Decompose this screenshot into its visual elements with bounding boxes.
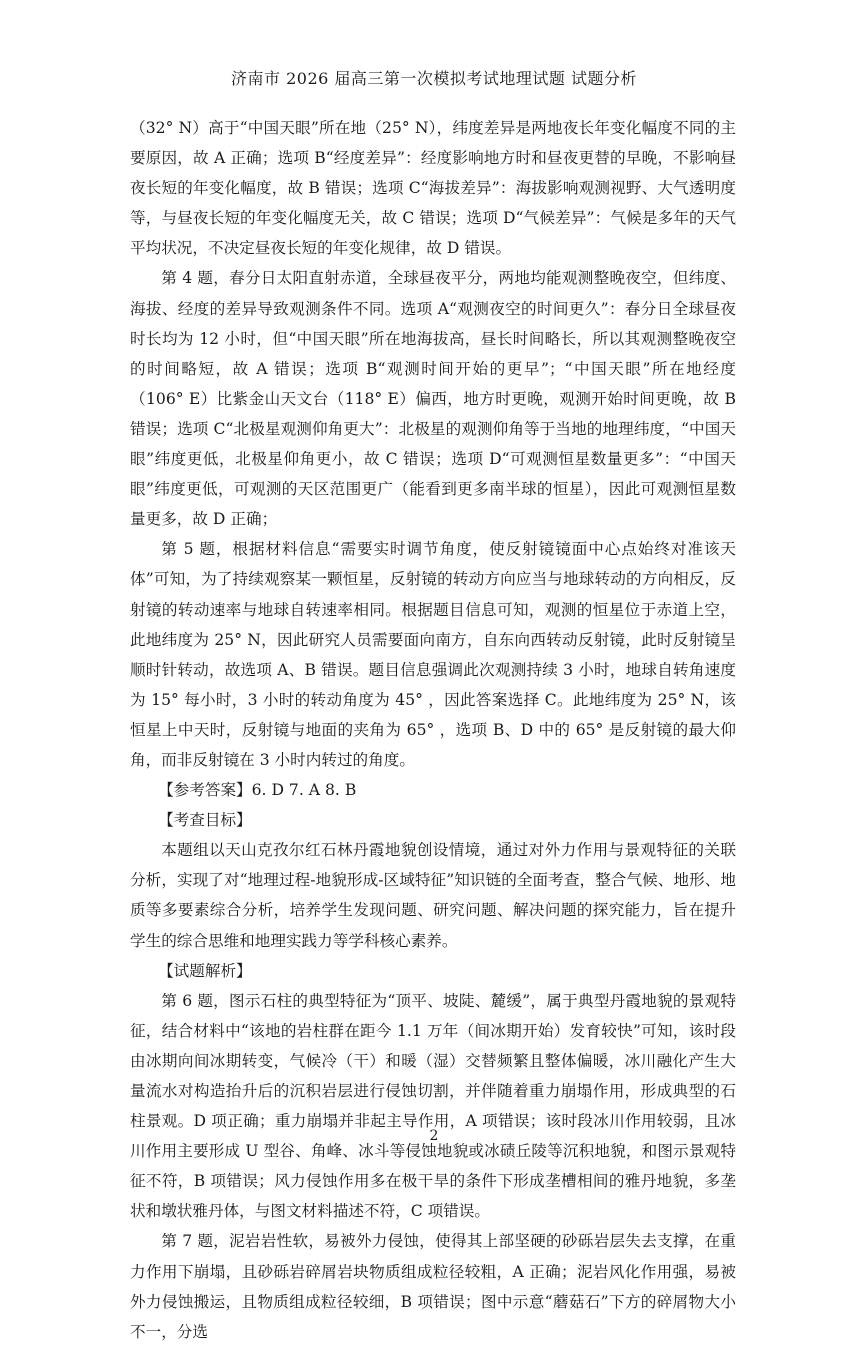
paragraph-q3-continuation: （32° N）高于“中国天眼”所在地（25° N），纬度差异是两地夜长年变化幅度不同的主要原因，故 A 正确；选项 B“经度差异”：经度影响地方时和昼夜更替的早晚，不影响昼夜长短的年变化幅度，故 B 错误；选项 C“海拔差异”：海拔影响观测视野、大气透明度等，与昼夜长短的年变化幅度无关，故 C 错误；选项 D“气候差异”：气候是多年的天气平均状况，不决定昼夜长短的年变化规律，故 D 错误。: [130, 119, 736, 258]
reference-answer-label: 【参考答案】6. D 7. A 8. B: [158, 781, 357, 800]
paragraph-q4-analysis: 第 4 题，春分日太阳直射赤道，全球昼夜平分，两地均能观测整晚夜空，但纬度、海拔、经度的差异导致观测条件不同。选项 A“观测夜空的时间更久”：春分日全球昼夜时长均为 12 小时，但“中国天眼”所在地海拔高，昼长时间略长，所以其观测整晚夜空的时间略短，故 A 错误；选项 B“观测时间开始的更早”；“中国天眼”所在地经度（106° E）比紫金山天文台（118° E）偏西，地方时更晚，观测开始时间更晚，故 B 错误；选项 C“北极星观测仰角更大”：北极星的观测仰角等于当地的地理纬度，“中国天眼”纬度更低，北极星仰角更小，故 C 错误；选项 D“可观测恒星数量更多”：“中国天眼”纬度更低，可观测的天区范围更广（能看到更多南半球的恒星），因此可观测恒星数量更多，故 D 正确；: [130, 269, 736, 529]
document-body: [130, 113, 736, 1347]
exam-objective-heading: 【考查目标】: [158, 811, 252, 830]
paragraph-q6-analysis: 第 6 题，图示石柱的典型特征为“顶平、坡陡、麓缓”，属于典型丹霞地貌的景观特征，结合材料中“该地的岩柱群在距今 1.1 万年（间冰期开始）发育较快”可知，该时段由冰期向间冰期转变，气候冷（干）和暖（湿）交替频繁且整体偏暖，冰川融化产生大量流水对构造抬升后的沉积岩层进行侵蚀切割，并伴随着重力崩塌作用，形成典型的石柱景观。D 项正确；重力崩塌并非起主导作用，A 项错误；该时段冰川作用较弱，且冰川作用主要形成 U 型谷、角峰、冰斗等侵蚀地貌或冰碛丘陵等沉积地貌，和图示景观特征不符，B 项错误；风力侵蚀作用多在极干旱的条件下形成垄槽相间的雅丹地貌，多垄状和墩状雅丹体，与图文材料描述不符，C 项错误。: [130, 991, 736, 1221]
paragraph-q7-analysis: 第 7 题，泥岩岩性软，易被外力侵蚀，使得其上部坚硬的砂砾岩层失去支撑，在重力作用下崩塌，且砂砾岩碎屑岩块物质组成粒径较粗，A 正确；泥岩风化作用强，易被外力侵蚀搬运，且物质组成粒径较细，B 项错误；图中示意“蘑菇石”下方的碎屑物大小不一，分选: [130, 1232, 736, 1341]
page-number: 2: [429, 1128, 439, 1144]
paragraph-exam-objective: 本题组以天山克孜尔红石林丹霞地貌创设情境，通过对外力作用与景观特征的关联分析，实现了对“地理过程-地貌形成-区域特征”知识链的全面考查，整合气候、地形、地质等多要素综合分析，培养学生发现问题、研究问题、解决问题的探究能力，旨在提升学生的综合思维和地理实践力等学科核心素养。: [130, 841, 736, 950]
analysis-heading: 【试题解析】: [158, 961, 252, 980]
paragraph-q5-analysis: 第 5 题，根据材料信息“需要实时调节角度，使反射镜镜面中心点始终对准该天体”可知，为了持续观察某一颗恒星，反射镜的转动方向应当与地球转动的方向相反，反射镜的转动速率与地球自转速率相同。根据题目信息可知，观测的恒星位于赤道上空，此地纬度为 25° N，因此研究人员需要面向南方，自东向西转动反射镜，此时反射镜呈顺时针转动，故选项 A、B 错误。题目信息强调此次观测持续 3 小时，地球自转角速度为 15° 每小时，3 小时的转动角度为 45° ，因此答案选择 C。此地纬度为 25° N，该恒星上中天时，反射镜与地面的夹角为 65° ，选项 B、D 中的 65° 是反射镜的最大仰角，而非反射镜在 3 小时内转过的角度。: [130, 540, 736, 769]
page-header: 济南市 2026 届高三第一次模拟考试地理试题 试题分析: [231, 69, 637, 88]
